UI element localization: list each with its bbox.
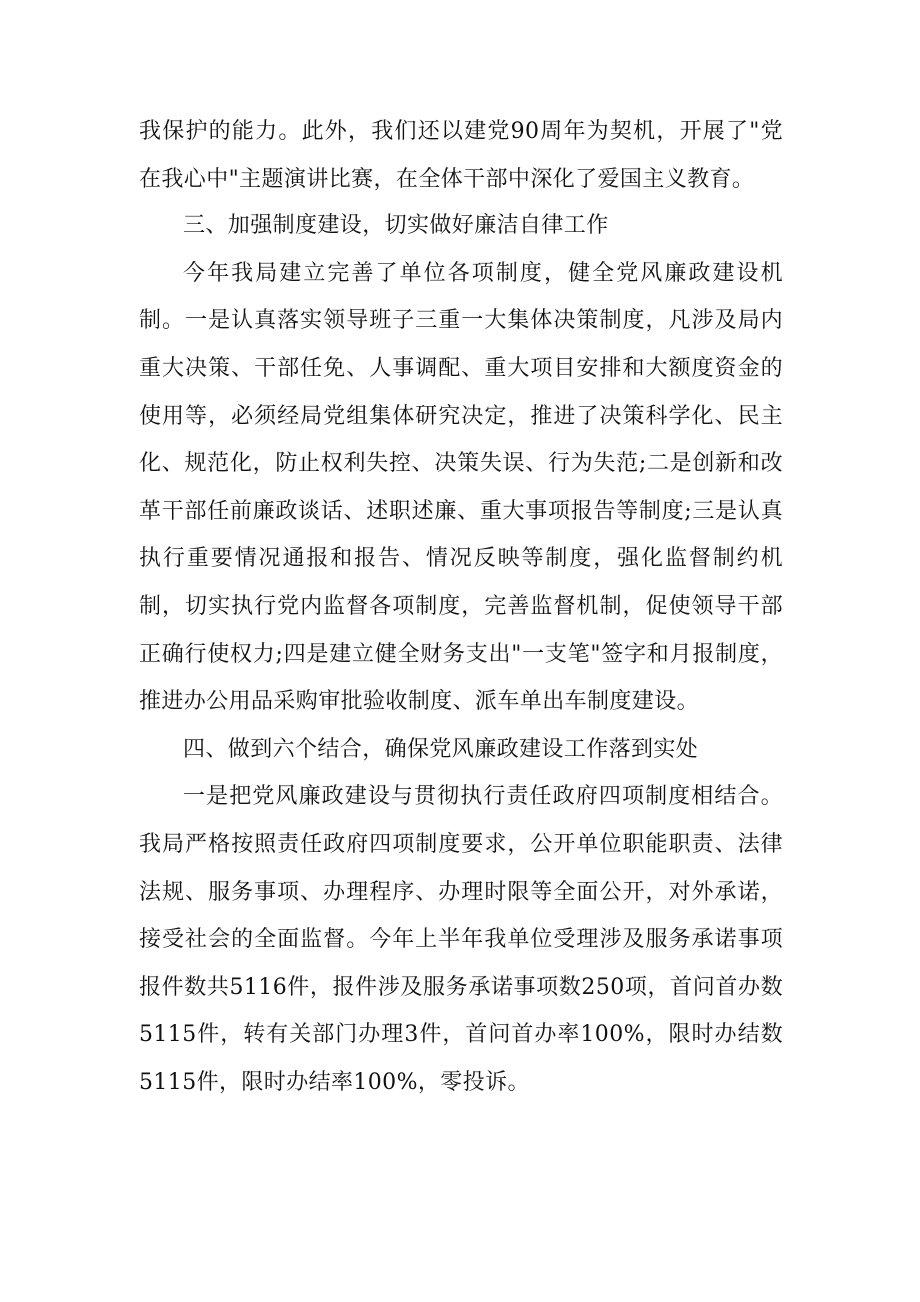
section-heading-4: 四、做到六个结合，确保党风廉政建设工作落到实处	[183, 736, 699, 762]
paragraph-six-combinations: 一是把党风廉政建设与贯彻执行责任政府四项制度相结合。我局严格按照责任政府四项制度要求，公开单位职能职责、法律法规、服务事项、办理程序、办理时限等全面公开，对外承诺，接受社会的全面监督。今年上半年我单位受理涉及服务承诺事项报件数共5116件，报件涉及服务承诺事项数250项，首问首办数5115件，转有关部门办理3件，首问首办率100%，限时办结数5115件，限时办结率100%，零投诉。	[139, 784, 783, 1095]
paragraph-continuation: 我保护的能力。此外，我们还以建党90周年为契机，开展了"党在我心中"主题演讲比赛，在全体干部中深化了爱国主义教育。	[139, 119, 783, 192]
document-body	[139, 108, 783, 1106]
paragraph-system-building: 今年我局建立完善了单位各项制度，健全党风廉政建设机制。一是认真落实领导班子三重一大集体决策制度，凡涉及局内重大决策、干部任免、人事调配、重大项目安排和大额度资金的使用等，必须经局党组集体研究决定，推进了决策科学化、民主化、规范化，防止权利失控、决策失误、行为失范;二是创新和改革干部任前廉政谈话、述职述廉、重大事项报告等制度;三是认真执行重要情况通报和报告、情况反映等制度，强化监督制约机制，切实执行党内监督各项制度，完善监督机制，促使领导干部正确行使权力;四是建立健全财务支出"一支笔"签字和月报制度，推进办公用品采购审批验收制度、派车单出车制度建设。	[139, 260, 783, 715]
section-heading-3: 三、加强制度建设，切实做好廉洁自律工作	[183, 213, 609, 239]
